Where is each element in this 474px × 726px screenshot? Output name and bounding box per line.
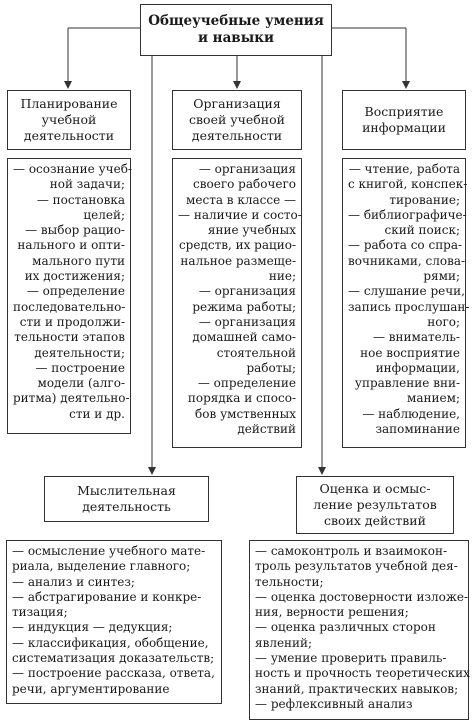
list-item: ритма) деятельно- — [13, 391, 130, 406]
list-item: систематизация доказательств; — [12, 651, 215, 666]
list-item: модели (алго- — [37, 376, 125, 391]
list-item: домашней само- — [192, 330, 296, 345]
list-item: порядка и спосо- — [187, 391, 296, 406]
list-item: с книгой, конспек- — [348, 177, 468, 192]
list-item: тизация; — [12, 605, 68, 620]
list-item: средств, их рацио- — [178, 238, 296, 253]
list-item: — организация — [198, 314, 296, 329]
list-item: — наличие и состо- — [178, 207, 302, 222]
list-item: ский поиск; — [384, 223, 460, 238]
list-item: ного; — [427, 314, 460, 329]
list-item: ность и прочность теоретических — [255, 666, 470, 681]
list-item: сти и продолжи- — [19, 314, 125, 329]
list-item: — осмысление учебного мате- — [12, 544, 206, 558]
list-item: — построение рассказа, ответа, — [12, 666, 215, 681]
list-item: риала, выделение главного; — [12, 559, 191, 574]
heading-perception: Восприятие информации — [342, 90, 466, 150]
list-item: — постановка — [36, 192, 125, 207]
list-item: — работа со спра- — [348, 238, 463, 253]
list-item: — оценка различных сторон — [255, 620, 436, 635]
list-item: ние; — [268, 269, 296, 284]
list-item: — организация — [198, 284, 296, 299]
list-item: — определение — [197, 376, 296, 391]
list-item: вочниками, слова- — [348, 253, 466, 268]
list-item: — построение — [35, 360, 125, 375]
list-item: запоминание — [375, 422, 460, 437]
list-item: нального и опти- — [17, 238, 125, 253]
list-item: троль результатов учебной дея- — [255, 559, 458, 574]
list-item: — вниматель- — [372, 330, 460, 345]
list-item: — анализ и синтез; — [12, 574, 135, 589]
list-item: — наблюдение, — [362, 406, 460, 421]
list-item: — слушание речи, — [348, 284, 465, 299]
list-item: мального пути — [32, 253, 125, 268]
list-item: — индукция — дедукция; — [12, 620, 173, 635]
list-item: нальное размеще- — [180, 253, 296, 268]
list-item: запись прослушан- — [348, 299, 470, 314]
list-item: — абстрагирование и конкре- — [12, 589, 202, 604]
list-item: режима работы; — [192, 299, 296, 314]
list-perception — [342, 158, 470, 448]
list-item: сти и др. — [69, 406, 125, 421]
list-item: действий — [237, 422, 296, 437]
list-item: ной задачи; — [49, 177, 125, 192]
list-item: деятельности; — [34, 345, 125, 360]
list-item: — умение проверить правиль- — [255, 651, 447, 666]
list-item: тельности; — [255, 574, 324, 589]
list-item: тирование; — [389, 192, 460, 207]
list-item: речи, аргументирование — [12, 681, 170, 696]
list-item: манием; — [407, 391, 460, 406]
list-item: знаний, практических навыков; — [255, 681, 459, 696]
heading-organization: Организация своей учебной деятельности — [172, 90, 302, 150]
list-evaluation — [249, 540, 469, 720]
list-item: яние учебных — [207, 223, 296, 238]
list-item: их достижения; — [24, 269, 125, 284]
list-thinking — [6, 540, 222, 704]
list-item: своего рабочего — [193, 177, 296, 192]
list-item: — оценка достоверности изложе- — [255, 589, 469, 604]
list-item: ния, верности решения; — [255, 605, 409, 620]
heading-thinking: Мыслительная деятельность — [44, 476, 209, 522]
list-item: — самоконтроль и взаимокон- — [255, 544, 448, 558]
list-planning — [7, 158, 131, 434]
list-item: — осознание учеб- — [13, 162, 132, 176]
list-item: — рефлексивный анализ — [255, 696, 413, 711]
list-item: явлений; — [255, 635, 313, 650]
list-item: информации, — [375, 360, 460, 375]
list-item: — библиографиче- — [348, 207, 467, 222]
list-item: — определение — [26, 284, 125, 299]
heading-planning: Планирование учебной деятельности — [7, 90, 131, 150]
list-item: — классификация, обобщение, — [12, 635, 209, 650]
list-item: рями; — [423, 269, 460, 284]
list-item: работы; — [246, 360, 296, 375]
list-item: ное восприятие — [360, 345, 460, 360]
heading-evaluation: Оценка и осмыс- ление результатов своих действий — [296, 476, 454, 534]
list-item: последовательно- — [13, 299, 126, 314]
list-item: — чтение, работа — [348, 162, 460, 176]
list-item: управление вни- — [354, 376, 460, 391]
list-item: места в классе — — [186, 192, 296, 207]
list-item: стоятельной — [216, 345, 296, 360]
list-organization — [172, 158, 302, 448]
list-item: — организация — [198, 162, 296, 176]
list-item: бов умственных — [195, 406, 296, 421]
list-item: целей; — [83, 207, 125, 222]
diagram-title: Общеучебные умения и навыки — [140, 4, 332, 56]
list-item: тельности этапов — [14, 330, 125, 345]
list-item: — выбор рацио- — [25, 223, 125, 238]
